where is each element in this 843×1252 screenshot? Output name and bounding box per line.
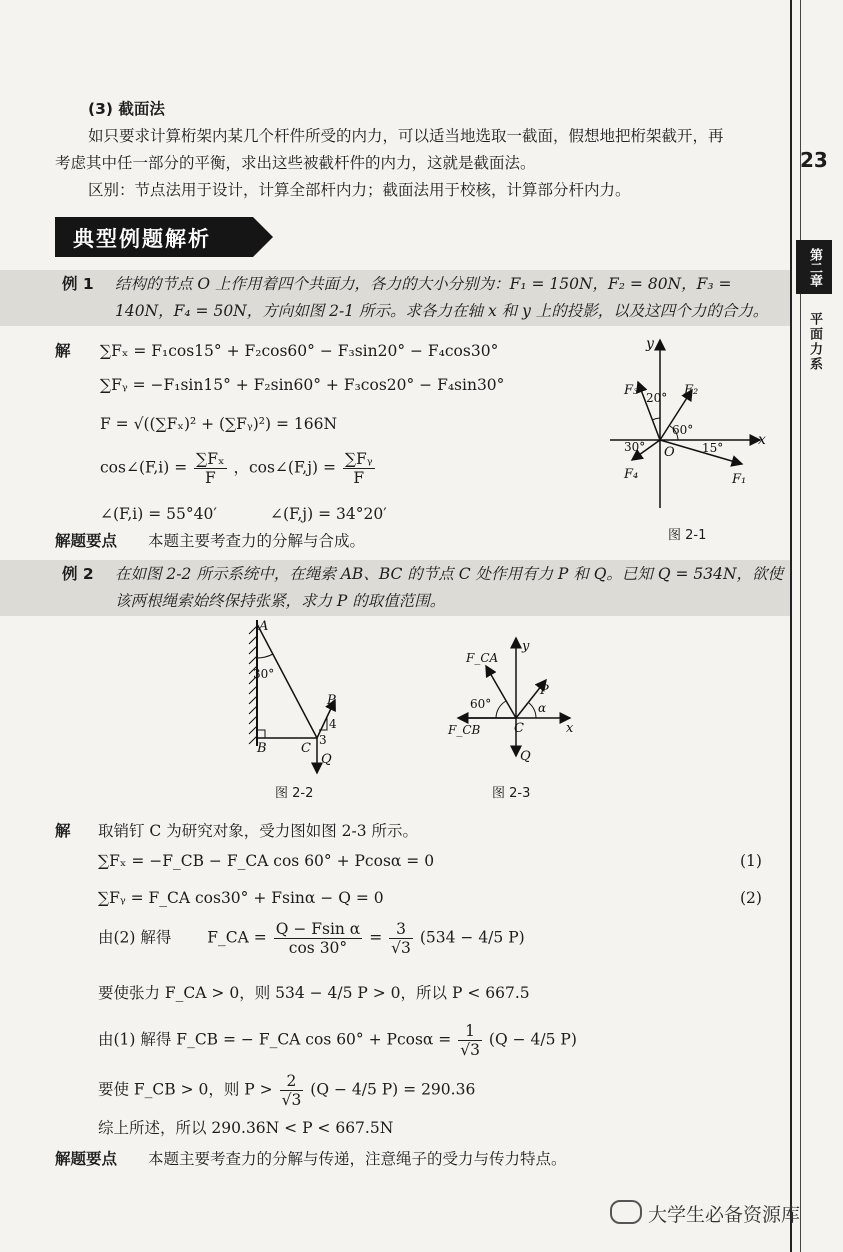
fig22-rope-ac bbox=[257, 624, 317, 738]
ex1-eq-cosines bbox=[100, 450, 377, 487]
ex2-step3-prefix: 由(1) 解得 F_CB = − F_CA cos 60° + Pcosα = bbox=[98, 1030, 452, 1049]
ex1-eq-resultant: F = √((∑Fₓ)² + (∑Fᵧ)²) = 166N bbox=[100, 415, 338, 433]
ex1-cos-j-label: ，cos∠(F,j) = bbox=[233, 458, 336, 477]
fig21-label-f3: F₃ bbox=[624, 383, 639, 398]
watermark-text: 大学生必备资源库 bbox=[648, 1204, 801, 1226]
ex1-statement-line1: 结构的节点 O 上作用着四个共面力，各力的大小分别为：F₁ = 150N，F₂ = 80N，F₃ = bbox=[115, 275, 732, 293]
figure-2-3 bbox=[440, 628, 590, 778]
figure-2-3-caption: 图 2-3 bbox=[492, 786, 531, 801]
ex2-step1-den2: √3 bbox=[391, 939, 411, 957]
ex2-step3 bbox=[98, 1022, 577, 1059]
fig21-label-f2: F₂ bbox=[684, 383, 699, 398]
ex1-statement-line2: 140N，F₄ = 50N，方向如图 2-1 所示。求各力在轴 x 和 y 上的投影，以及这四个力的合力。 bbox=[115, 302, 769, 320]
ex2-step4-prefix: 要使 F_CB > 0，则 P > bbox=[98, 1080, 273, 1099]
ex2-step3-num: 1 bbox=[458, 1022, 482, 1041]
ex2-step4-fraction bbox=[280, 1072, 304, 1109]
fig21-label-f1: F₁ bbox=[732, 472, 747, 487]
ex2-step1-fraction bbox=[274, 920, 363, 957]
section-heading: (3) 截面法 bbox=[88, 100, 165, 118]
ex2-step4-den: √3 bbox=[281, 1091, 302, 1109]
figure-2-1 bbox=[600, 330, 780, 530]
fig22-label-c: C bbox=[301, 741, 311, 756]
ex2-step1-den: cos 30° bbox=[288, 939, 348, 957]
ex2-solution-label: 解 bbox=[55, 822, 71, 840]
fig22-slope-3: 3 bbox=[319, 733, 327, 747]
right-margin-rule-inner bbox=[800, 0, 801, 1252]
fig22-wall-hatch bbox=[249, 626, 257, 744]
fig21-arc-20 bbox=[652, 418, 660, 420]
ex2-statement-line1: 在如图 2-2 所示系统中，在绳索 AB、BC 的节点 C 处作用有力 P 和 Q。已知 Q = 534N，欲使 bbox=[115, 565, 784, 583]
ex1-eq-sum-fy: ∑Fᵧ = −F₁sin15° + F₂sin60° + F₃cos20° − F₄sin30° bbox=[100, 376, 505, 394]
ex1-cos-j-fraction bbox=[343, 450, 375, 487]
fig23-angle-60: 60° bbox=[470, 697, 492, 711]
ex2-step4-num: 2 bbox=[280, 1072, 304, 1091]
fig21-angle-60: 60° bbox=[672, 423, 694, 437]
fig23-label-fcb: F_CB bbox=[448, 723, 481, 737]
fig23-label-p: P bbox=[540, 683, 549, 698]
chapter-title: 平面力系 bbox=[807, 312, 822, 372]
ex2-key-label: 解题要点 bbox=[55, 1150, 118, 1168]
ex2-step1-num: Q − Fsin α bbox=[275, 920, 361, 938]
fig23-angle-alpha: α bbox=[538, 701, 547, 715]
ex2-eq-sum-fx: ∑Fₓ = −F_CB − F_CA cos 60° + Pcosα = 0 bbox=[98, 852, 435, 870]
fig21-angle-30: 30° bbox=[624, 440, 646, 454]
chapter-tab: 第二章 bbox=[796, 240, 832, 294]
wechat-icon bbox=[610, 1200, 642, 1224]
fig21-label-f4: F₄ bbox=[624, 467, 639, 482]
ex2-step3-fraction bbox=[458, 1022, 482, 1059]
ex1-angle-j: ∠(F,j) = 34°20′ bbox=[270, 505, 387, 523]
section-paragraph-line1: 如只要求计算桁架内某几个杆件所受的内力，可以适当地选取一截面，假想地把桁架截开，再 bbox=[88, 127, 724, 145]
ex2-step2: 要使张力 F_CA > 0，则 534 − 4/5 P > 0，所以 P < 667.5 bbox=[98, 984, 530, 1002]
ex2-eq-2-number: (2) bbox=[740, 889, 762, 907]
fig22-label-a: A bbox=[259, 619, 269, 634]
figure-2-1-caption: 图 2-1 bbox=[668, 528, 707, 543]
section-paragraph-line2: 考虑其中任一部分的平衡，求出这些被截杆件的内力，这就是截面法。 bbox=[55, 154, 536, 172]
ex2-label: 例 2 bbox=[62, 565, 94, 583]
fig23-label-x: x bbox=[566, 721, 574, 736]
figure-2-2-caption: 图 2-2 bbox=[275, 786, 314, 801]
ex2-step1-prefix: 由(2) 解得 bbox=[98, 928, 172, 947]
ex2-step5: 综上所述，所以 290.36N < P < 667.5N bbox=[98, 1119, 394, 1137]
fig21-label-x: x bbox=[758, 432, 766, 448]
ex1-key-label: 解题要点 bbox=[55, 532, 118, 550]
page-number: 23 bbox=[800, 148, 828, 172]
fig23-arc-alpha bbox=[529, 703, 536, 718]
ex1-cos-j-den: F bbox=[353, 469, 365, 487]
ex2-eq-sum-fy: ∑Fᵧ = F_CA cos30° + Fsinα − Q = 0 bbox=[98, 889, 384, 907]
ex2-step1-rest: (534 − 4/5 P) bbox=[419, 928, 525, 947]
ex1-cos-i-label: cos∠(F,i) = bbox=[100, 458, 188, 477]
ex1-label: 例 1 bbox=[62, 275, 94, 293]
fig23-label-q: Q bbox=[520, 749, 531, 764]
fig22-slope-4: 4 bbox=[329, 717, 337, 731]
fig21-label-o: O bbox=[664, 445, 675, 460]
ex1-cos-i-den: F bbox=[204, 469, 216, 487]
fig22-angle-30: 30° bbox=[253, 667, 275, 681]
fig23-label-y: y bbox=[522, 639, 530, 654]
ex2-step4-rest: (Q − 4/5 P) = 290.36 bbox=[310, 1080, 476, 1099]
ex2-step4 bbox=[98, 1072, 475, 1109]
fig23-label-fca: F_CA bbox=[466, 651, 499, 665]
banner-title: 典型例题解析 bbox=[73, 227, 211, 251]
ex2-solution-intro: 取销钉 C 为研究对象，受力图如图 2-3 所示。 bbox=[98, 822, 419, 840]
section-banner bbox=[55, 217, 273, 257]
ex1-eq-sum-fx: ∑Fₓ = F₁cos15° + F₂cos60° − F₃sin20° − F₄cos30° bbox=[100, 342, 499, 360]
ex2-eq-1-number: (1) bbox=[740, 852, 762, 870]
ex1-cos-i-fraction bbox=[194, 450, 226, 487]
ex1-cos-i-num: ∑Fₓ bbox=[196, 450, 225, 468]
fig22-label-p: P bbox=[327, 693, 336, 708]
ex1-solution-label: 解 bbox=[55, 342, 71, 360]
ex2-step3-rest: (Q − 4/5 P) bbox=[488, 1030, 577, 1049]
fig22-right-angle bbox=[257, 730, 265, 738]
fig21-angle-20: 20° bbox=[646, 391, 668, 405]
ex2-step1 bbox=[98, 920, 525, 957]
fig22-label-b: B bbox=[257, 741, 267, 756]
fig22-arc-30 bbox=[257, 654, 273, 658]
fig21-angle-15: 15° bbox=[702, 441, 724, 455]
ex1-cos-j-num: ∑Fᵧ bbox=[344, 450, 373, 468]
figure-2-2 bbox=[235, 618, 355, 778]
section-paragraph-2: 区别：节点法用于设计，计算全部杆内力；截面法用于校核，计算部分杆内力。 bbox=[88, 181, 631, 199]
fig23-arc-60 bbox=[496, 701, 506, 718]
ex1-angle-i: ∠(F,i) = 55°40′ bbox=[100, 505, 217, 523]
fig22-label-q: Q bbox=[321, 752, 332, 767]
fig21-label-y: y bbox=[646, 336, 654, 352]
right-margin-rule bbox=[790, 0, 792, 1252]
ex1-key-text: 本题主要考查力的分解与合成。 bbox=[148, 532, 366, 550]
ex2-key-text: 本题主要考查力的分解与传递，注意绳子的受力与传力特点。 bbox=[148, 1150, 567, 1168]
fig23-label-c: C bbox=[514, 721, 524, 736]
watermark bbox=[610, 1200, 800, 1227]
ex2-step3-den: √3 bbox=[460, 1041, 480, 1059]
ex2-step1-fraction2 bbox=[389, 920, 413, 957]
ex2-step1-equals: = bbox=[369, 928, 383, 947]
ex2-statement-line2: 该两根绳索始终保持张紧，求力 P 的取值范围。 bbox=[115, 592, 446, 610]
ex2-step1-lhs: F_CA = bbox=[207, 928, 267, 947]
ex2-step1-num2: 3 bbox=[389, 920, 413, 939]
